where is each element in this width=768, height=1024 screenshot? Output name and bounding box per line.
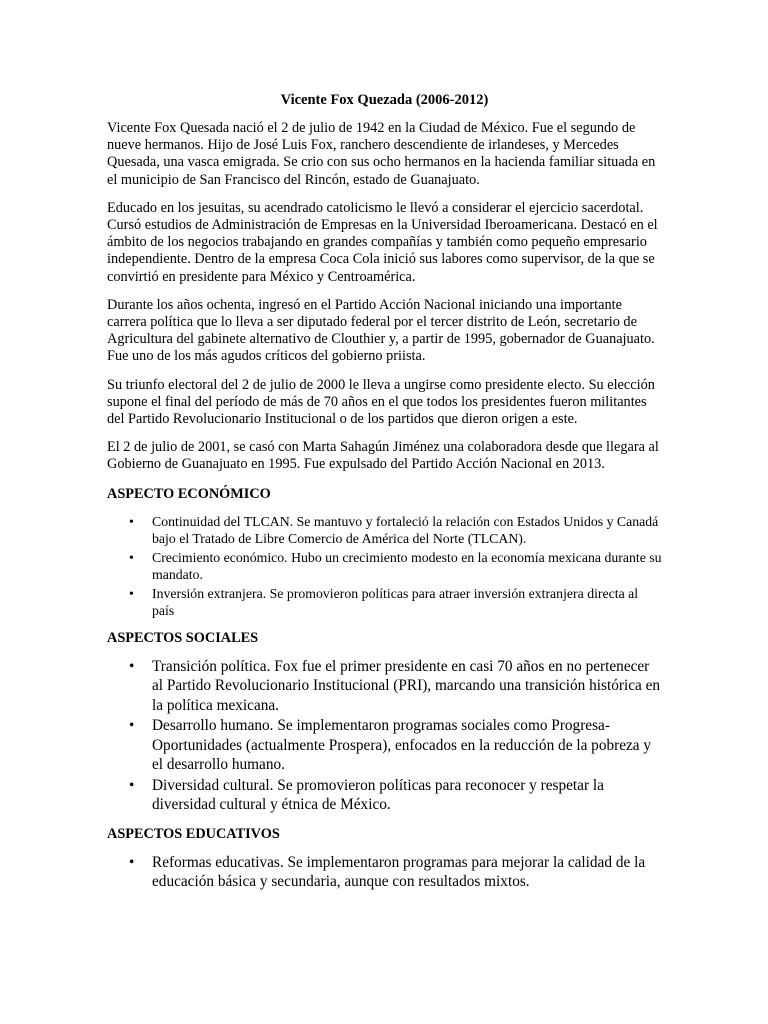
bullet-list-educativos <box>107 853 662 892</box>
list-item-text: Diversidad cultural. Se promovieron políticas para reconocer y respetar la diversidad cultural y étnica de México. <box>152 776 604 814</box>
list-item <box>107 657 662 716</box>
list-item-text: Reformas educativas. Se implementaron programas para mejorar la calidad de la educación básica y secundaria, aunque con resultados mixtos. <box>152 853 646 891</box>
section-heading-sociales: ASPECTOS SOCIALES <box>107 629 259 646</box>
list-item <box>107 513 662 547</box>
bullet-icon: • <box>129 585 134 601</box>
bullet-icon: • <box>129 853 135 871</box>
paragraph-birth: Vicente Fox Quesada nació el 2 de julio de 1942 en la Ciudad de México. Fue el segundo de nueve hermanos. Hijo de José Luis Fox, ranchero descendiente de irlandeses, y Mercedes Quesada, una vasca emigrada. Se crio con sus ocho hermanos en la hacienda familiar situada en el municipio de San Francisco del Rincón, estado de Guanajuato. <box>107 120 656 188</box>
list-item-text: Transición política. Fox fue el primer presidente en casi 70 años en no pertenecer al Partido Revolucionario Institucional (PRI), marcando una transición histórica en la política mexicana. <box>152 657 661 714</box>
list-item-text: Continuidad del TLCAN. Se mantuvo y fortaleció la relación con Estados Unidos y Canadá bajo el Tratado de Libre Comercio de América del Norte (TLCAN). <box>152 513 659 546</box>
paragraph-political-career: Durante los años ochenta, ingresó en el Partido Acción Nacional iniciando una importante carrera política que lo lleva a ser diputado federal por el tercer distrito de León, secretario de Agricultura del gabinete alternativo de Clouthier y, a partir de 1995, gobernador de Guanajuato. Fue uno de los más agudos críticos del gobierno priista. <box>107 296 655 365</box>
paragraph-marriage: El 2 de julio de 2001, se casó con Marta Sahagún Jiménez una colaboradora desde que llegara al Gobierno de Guanajuato en 1995. Fue expulsado del Partido Acción Nacional en 2013. <box>107 439 659 473</box>
paragraph-election: Su triunfo electoral del 2 de julio de 2000 le lleva a ungirse como presidente electo. Su elección supone el final del período de más de 70 años en el que todos los presidentes fueron militantes del Partido Revolucionario Institucional o de los partidos que dieron origen a este. <box>107 376 655 428</box>
document-body <box>107 91 662 902</box>
list-item <box>107 549 662 583</box>
section-heading-educativos: ASPECTOS EDUCATIVOS <box>107 825 280 842</box>
document-title: Vicente Fox Quezada (2006-2012) <box>280 92 489 108</box>
list-item-text: Crecimiento económico. Hubo un crecimiento modesto en la economía mexicana durante su mandato. <box>152 549 662 582</box>
bullet-icon: • <box>129 657 135 675</box>
bullet-list-economico <box>107 513 662 619</box>
list-item-text: Desarrollo humano. Se implementaron programas sociales como Progresa-Oportunidades (actualmente Prospera), enfocados en la reducción de la pobreza y el desarrollo humano. <box>152 717 652 774</box>
list-item-text: Inversión extranjera. Se promovieron políticas para atraer inversión extranjera directa al país <box>152 585 639 618</box>
section-heading-economico: ASPECTO ECONÓMICO <box>107 485 271 502</box>
list-item <box>107 716 662 775</box>
bullet-list-sociales <box>107 657 662 815</box>
bullet-icon: • <box>129 776 135 794</box>
list-item <box>107 776 662 815</box>
list-item <box>107 853 662 892</box>
bullet-icon: • <box>129 513 134 529</box>
bullet-icon: • <box>129 717 135 735</box>
paragraph-education: Educado en los jesuitas, su acendrado catolicismo le llevó a considerar el ejercicio sacerdotal. Cursó estudios de Administración de Empresas en la Universidad Iberoamericana. Destacó en el ámbito de los negocios trabajando en grandes compañías y también como pequeño empresario independiente. Dentro de la empresa Coca Cola inició sus labores como supervisor, de la que se convirtió en presidente para México y Centroamérica. <box>107 199 658 285</box>
list-item <box>107 585 662 619</box>
bullet-icon: • <box>129 549 134 565</box>
